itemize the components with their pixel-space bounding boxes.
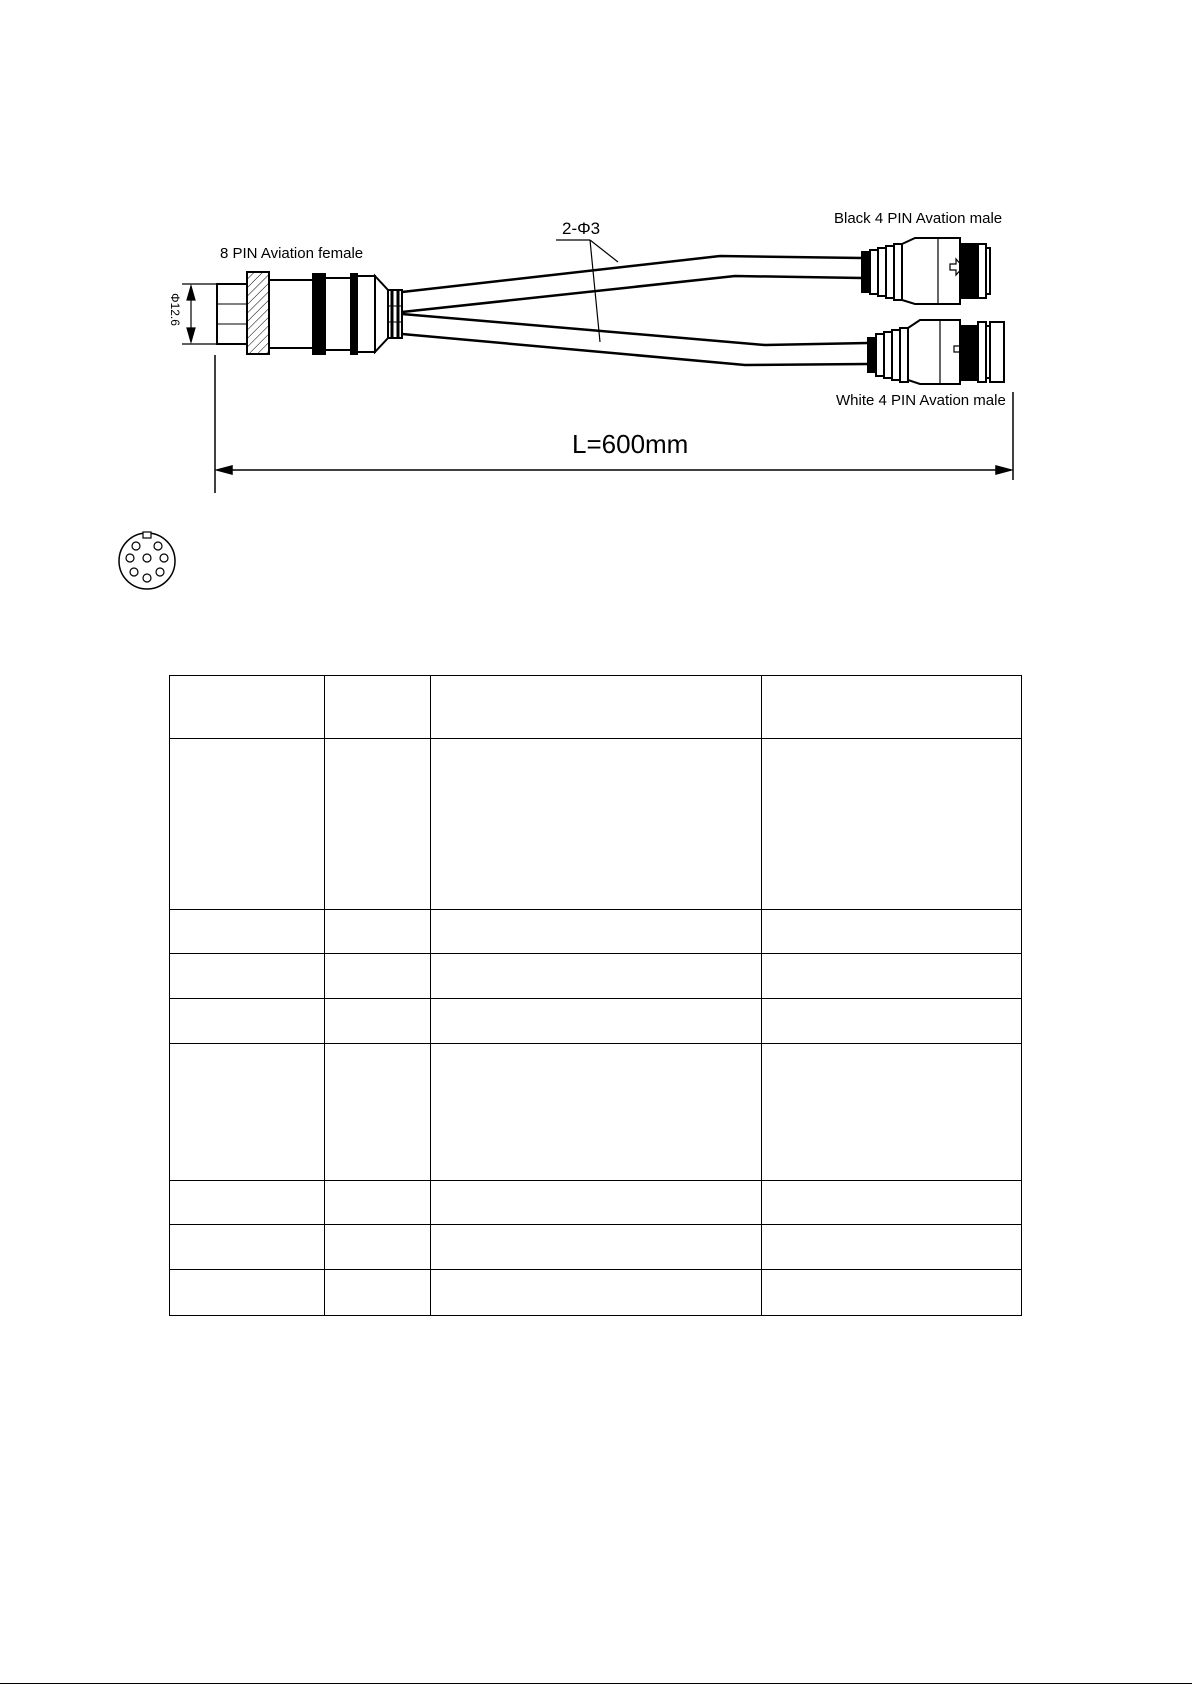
table-cell <box>170 1044 325 1181</box>
table-cell <box>762 1270 1022 1316</box>
table-cell <box>762 999 1022 1044</box>
table-row <box>170 910 1022 954</box>
table-cell <box>325 999 431 1044</box>
diameter-dimension <box>182 284 218 344</box>
white-connector-label: White 4 PIN Avation male <box>836 392 1006 409</box>
table-cell <box>431 1044 762 1181</box>
female-connector-label: 8 PIN Aviation female <box>220 245 364 262</box>
table-cell <box>762 910 1022 954</box>
table-cell <box>431 910 762 954</box>
table-cell <box>170 1225 325 1270</box>
black-connector <box>862 238 990 304</box>
table-cell <box>431 1270 762 1316</box>
table-cell <box>431 739 762 910</box>
black-connector-label: Black 4 PIN Avation male <box>834 210 1003 227</box>
pin-assignment-table <box>169 675 1022 1316</box>
table-cell <box>431 954 762 999</box>
table-row <box>170 1270 1022 1316</box>
table-cell <box>762 954 1022 999</box>
table-cell <box>170 999 325 1044</box>
table-cell <box>431 1181 762 1225</box>
table-cell <box>170 910 325 954</box>
table-cell <box>325 910 431 954</box>
table-cell <box>170 1181 325 1225</box>
table-cell <box>325 676 431 739</box>
table-cell <box>170 676 325 739</box>
page-footer-line <box>0 1683 1192 1684</box>
table-cell <box>325 1181 431 1225</box>
table-cell <box>325 1225 431 1270</box>
table-row <box>170 1181 1022 1225</box>
table-cell <box>431 999 762 1044</box>
cable-spec-label: 2-Φ3 <box>562 219 601 238</box>
diameter-label: Φ12.6 <box>168 293 182 326</box>
table-cell <box>762 1181 1022 1225</box>
white-connector <box>868 320 1004 384</box>
table-row <box>170 676 1022 739</box>
table-cell <box>762 1044 1022 1181</box>
table-cell <box>762 676 1022 739</box>
table-cell <box>170 739 325 910</box>
table-cell <box>325 1044 431 1181</box>
pin-face-icon <box>114 528 180 594</box>
table-cell <box>170 954 325 999</box>
table-row <box>170 1044 1022 1181</box>
table-cell <box>325 739 431 910</box>
table-cell <box>431 676 762 739</box>
table-row <box>170 739 1022 910</box>
table-cell <box>325 1270 431 1316</box>
cables <box>402 256 868 365</box>
table-cell <box>762 739 1022 910</box>
length-label: L=600mm <box>572 429 689 459</box>
table-row <box>170 1225 1022 1270</box>
table-cell <box>431 1225 762 1270</box>
cable-assembly-drawing <box>0 0 1192 520</box>
table-row <box>170 954 1022 999</box>
table-cell <box>325 954 431 999</box>
table-cell <box>170 1270 325 1316</box>
table-row <box>170 999 1022 1044</box>
female-connector <box>217 272 402 354</box>
table-cell <box>762 1225 1022 1270</box>
